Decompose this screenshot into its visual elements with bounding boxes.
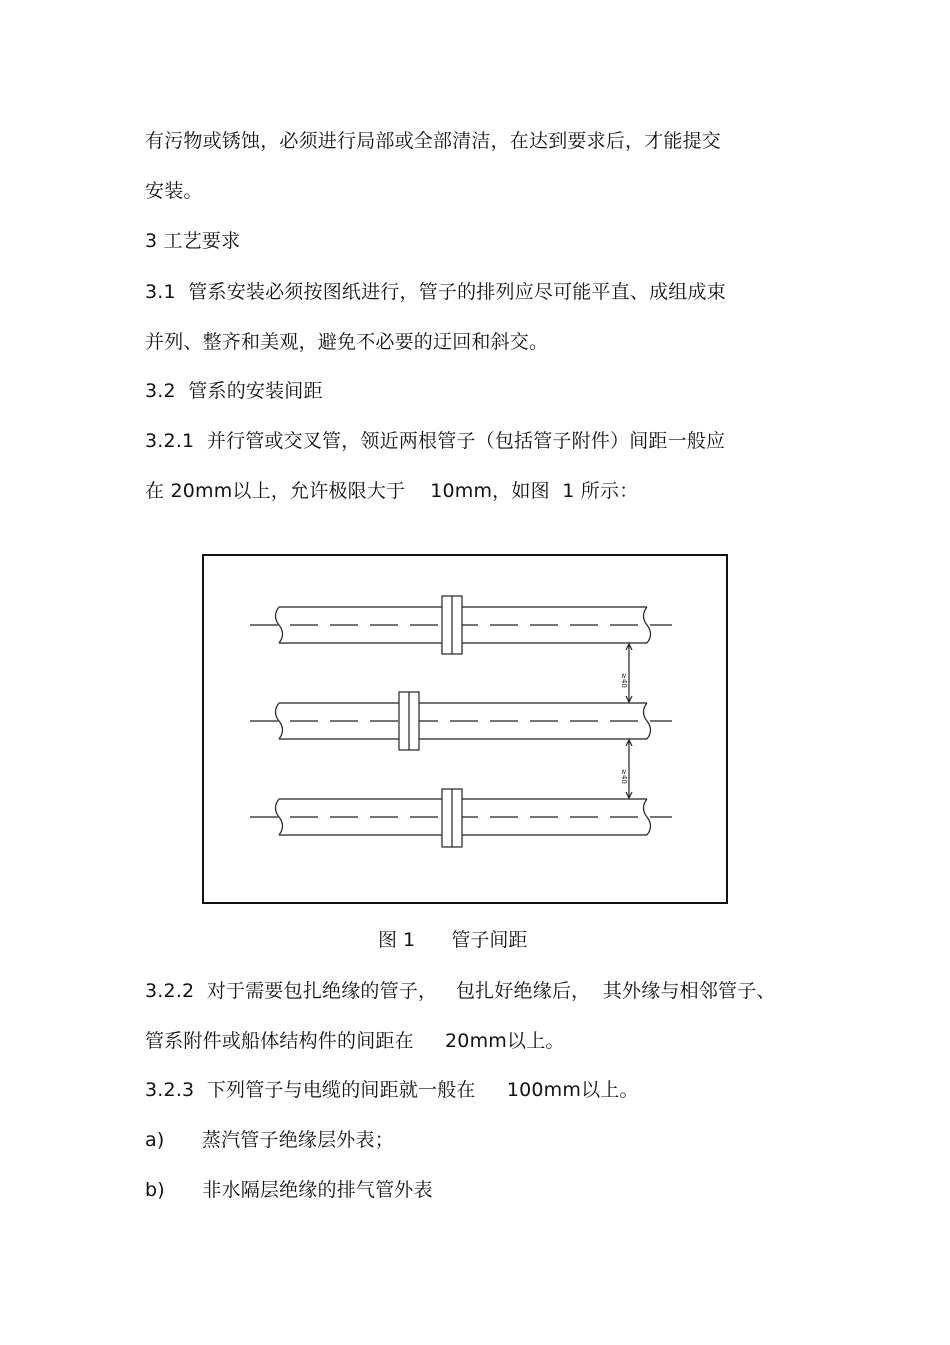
paragraph-line-3-2-3: 3.2.3 下列管子与电缆的间距就一般在 100mm以上。: [145, 1079, 639, 1101]
list-item-b: b) 非水隔层绝缘的排气管外表: [145, 1179, 433, 1201]
paragraph-line-3-2-1b: 在 20mm以上，允许极限大于 10mm，如图 1 所示：: [145, 480, 639, 502]
list-item-a: a) 蒸汽管子绝缘层外表；: [145, 1129, 394, 1151]
paragraph-line-3-2-1a: 3.2.1 并行管或交叉管，领近两根管子（包括管子附件）间距一般应: [145, 430, 726, 452]
dimension-label-2: ≥40: [620, 769, 628, 784]
paragraph-line-3-2-2a: 3.2.2 对于需要包扎绝缘的管子， 包扎好绝缘后， 其外缘与相邻管子、: [145, 980, 776, 1002]
paragraph-line-3-1a: 3.1 管系安装必须按图纸进行，管子的排列应尽可能平直、成组成束: [145, 281, 726, 303]
paragraph-line-3-1b: 并列、整齐和美观，避免不必要的迂回和斜交。: [145, 331, 549, 353]
dimension-label-1: ≥40: [620, 673, 628, 688]
section-heading-3: 3 工艺要求: [145, 230, 241, 252]
paragraph-line-2: 安装。: [145, 180, 203, 202]
pipe-spacing-figure: [202, 554, 728, 904]
pipe-3: [250, 789, 672, 847]
pipe-2: [250, 692, 672, 750]
section-heading-3-2: 3.2 管系的安装间距: [145, 380, 323, 402]
figure-caption: 图 1 管子间距: [378, 929, 528, 951]
pipe-1: [250, 596, 672, 654]
pipe-spacing-drawing: [204, 556, 726, 902]
paragraph-line-3-2-2b: 管系附件或船体结构件的间距在 20mm以上。: [145, 1030, 565, 1052]
paragraph-line-1: 有污物或锈蚀，必须进行局部或全部清洁，在达到要求后，才能提交: [145, 130, 722, 152]
